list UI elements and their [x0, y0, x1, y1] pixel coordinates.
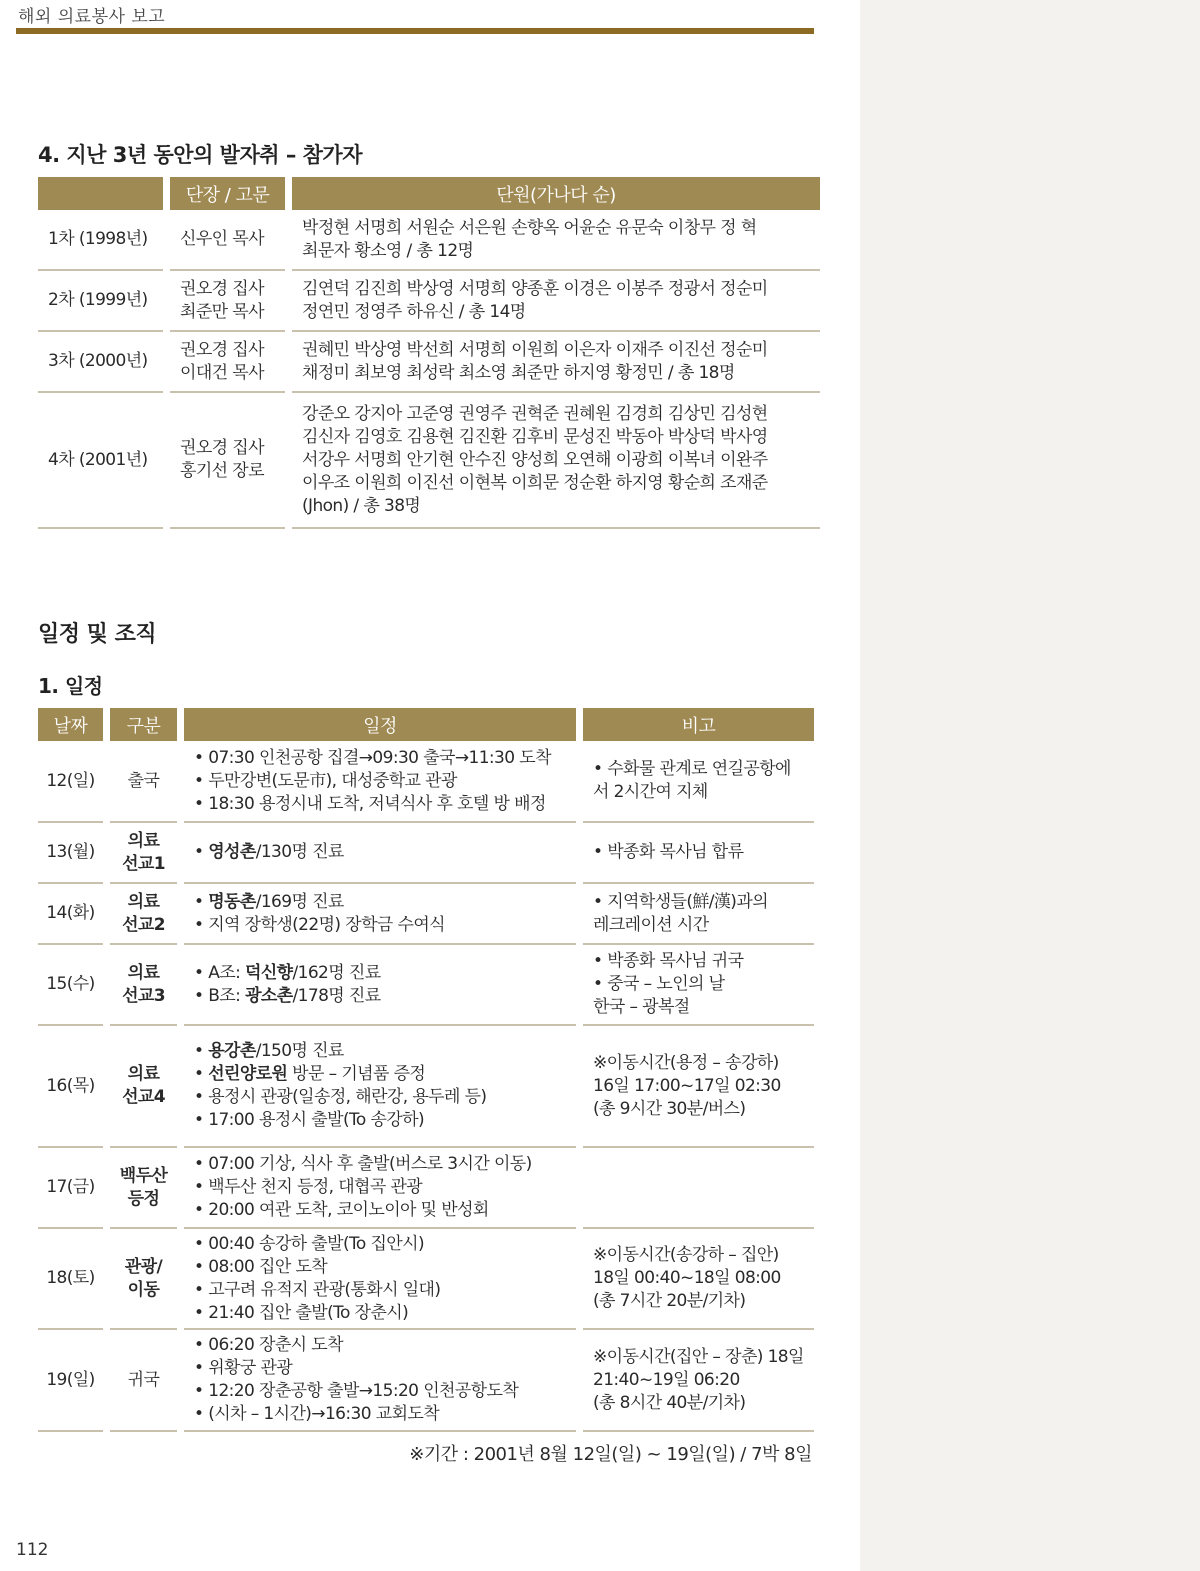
- schedule-item: [194, 1380, 576, 1403]
- leaders-cell: [170, 393, 285, 529]
- note-text: • 박종화 목사님 귀국 • 중국 – 노인의 날 한국 – 광복절: [593, 951, 744, 1017]
- schedule-table: [31, 708, 821, 1432]
- date-cell: 18(토): [38, 1229, 103, 1330]
- item-prefix: B조:: [208, 985, 246, 1006]
- schedule-items: [194, 962, 576, 1008]
- schedule-item: [194, 1153, 576, 1176]
- schedule-item: [194, 985, 576, 1008]
- note-text: • 수화물 관계로 연길공항에 서 2시간여 지체: [593, 759, 791, 802]
- item-place: 명동촌: [208, 891, 256, 912]
- leader-name: 홍기선 장로: [180, 461, 264, 481]
- type-cell: [110, 1026, 177, 1148]
- type-label: 의료: [127, 830, 160, 851]
- schedule-item: [194, 1199, 576, 1222]
- note-cell: [583, 1026, 814, 1148]
- leader-name: 권오경 집사: [180, 339, 264, 360]
- date-cell: 13(월): [38, 823, 103, 884]
- item-text: /169명 진료: [255, 891, 344, 912]
- note-text: • 지역학생들(鮮/漢)과의 레크레이션 시간: [593, 891, 768, 935]
- type-label: 이동: [127, 1279, 160, 1300]
- note-text: ※이동시간(용정 – 송강하) 16일 17:00~17일 02:30 (총 9시간 30분/버스): [593, 1052, 781, 1119]
- date-cell: 16(목): [38, 1026, 103, 1148]
- schedule-item: [194, 1086, 576, 1109]
- participants-col-round: [38, 177, 163, 210]
- type-cell: [110, 1148, 177, 1229]
- item-text: 06:20 장춘시 도착: [208, 1335, 343, 1355]
- date-cell: 14(화): [38, 884, 103, 945]
- round-cell: 2차 (1999년): [38, 271, 163, 332]
- item-place: 광소촌: [245, 985, 293, 1006]
- members-line: 박정현 서명희 서원순 서은원 손향옥 어윤순 유문숙 이창무 정 혁: [302, 217, 757, 238]
- members-cell: [292, 210, 820, 271]
- note-cell: [583, 823, 814, 884]
- type-label: 출국: [127, 770, 160, 791]
- item-text: 용정시 관광(일송정, 해란강, 용두레 등): [208, 1087, 487, 1107]
- members-line: 김신자 김영호 김용현 김진환 김후비 문성진 박동아 박상덕 박사영: [302, 426, 768, 447]
- schedule-item: [194, 891, 576, 914]
- schedule-items: [194, 1334, 576, 1426]
- table-row: [38, 1026, 814, 1148]
- item-text: 17:00 용정시 출발(To 송강하): [208, 1110, 424, 1130]
- items-cell: [184, 945, 576, 1026]
- table-row: [38, 332, 820, 393]
- members-line: 권혜민 박상영 박선희 서명희 이원희 이은자 이재주 이진선 정순미: [302, 339, 768, 360]
- item-text: 고구려 유적지 관광(통화시 일대): [208, 1279, 441, 1300]
- items-cell: [184, 823, 576, 884]
- type-label: 귀국: [127, 1369, 160, 1390]
- schedule-items: [194, 1040, 576, 1132]
- schedule-item: [194, 1109, 576, 1132]
- schedule-item: [194, 1256, 576, 1279]
- item-text: /178명 진료: [292, 985, 381, 1006]
- participants-col-members: 단원(가나다 순): [292, 177, 820, 210]
- type-label: 의료: [127, 891, 160, 912]
- members-cell: [292, 332, 820, 393]
- note-text: ※이동시간(송강하 – 집안) 18일 00:40~18일 08:00 (총 7시간 20분/기차): [593, 1245, 781, 1311]
- type-cell: [110, 741, 177, 823]
- schedule-item: [194, 1302, 576, 1325]
- date-cell: 15(수): [38, 945, 103, 1026]
- item-place: 덕신향: [245, 962, 293, 983]
- items-cell: [184, 1229, 576, 1330]
- schedule-item: [194, 1279, 576, 1302]
- item-text: 07:00 기상, 식사 후 출발(버스로 3시간 이동): [208, 1154, 532, 1174]
- type-cell: [110, 823, 177, 884]
- leader-name: 신우인 목사: [180, 229, 264, 249]
- items-cell: [184, 1330, 576, 1432]
- schedule-item: [194, 841, 576, 864]
- items-cell: [184, 1148, 576, 1229]
- members-line: 이우조 이원희 이진선 이현복 이희문 정순환 하지영 황순희 조재준: [302, 472, 768, 493]
- leaders-cell: [170, 210, 285, 271]
- note-text: • 박종화 목사님 합류: [593, 842, 744, 862]
- items-cell: [184, 741, 576, 823]
- item-text: 08:00 집안 도착: [208, 1256, 328, 1277]
- members-cell: [292, 271, 820, 332]
- type-cell: [110, 1229, 177, 1330]
- type-label: 선교3: [122, 985, 165, 1006]
- schedule-item: [194, 1357, 576, 1380]
- schedule-item: [194, 1176, 576, 1199]
- type-cell: [110, 1330, 177, 1432]
- members-cell: [292, 393, 820, 529]
- type-label: 백두산: [119, 1165, 168, 1186]
- item-text: 지역 장학생(22명) 장학금 수여식: [208, 914, 446, 935]
- items-cell: [184, 884, 576, 945]
- type-label: 의료: [127, 1064, 160, 1084]
- item-text: 백두산 천지 등정, 대협곡 관광: [208, 1177, 423, 1197]
- type-cell: [110, 945, 177, 1026]
- leader-name: 최준만 목사: [180, 301, 264, 322]
- participants-title: 4. 지난 3년 동안의 발자취 – 참가자: [38, 143, 362, 167]
- item-text: 12:20 장춘공항 출발→15:20 인천공항도착: [208, 1381, 519, 1401]
- table-row: [38, 1148, 814, 1229]
- note-cell: [583, 741, 814, 823]
- table-row: [38, 741, 814, 823]
- schedule-items: [194, 841, 576, 864]
- schedule-item: [194, 1233, 576, 1256]
- participants-table: [31, 177, 827, 529]
- schedule-item: [194, 1403, 576, 1426]
- schedule-item: [194, 793, 576, 816]
- note-text: ※이동시간(집안 – 장춘) 18일 21:40~19일 06:20 (총 8시간 40분/기차): [593, 1346, 804, 1413]
- item-text: 방문 – 기념품 증정: [287, 1064, 426, 1084]
- items-cell: [184, 1026, 576, 1148]
- type-label: 선교2: [122, 914, 165, 935]
- table-row: [38, 1229, 814, 1330]
- table-row: [38, 210, 820, 271]
- note-cell: [583, 884, 814, 945]
- type-label: 선교4: [122, 1087, 165, 1107]
- schedule-item: [194, 770, 576, 793]
- members-line: 강준오 강지아 고준영 권영주 권혁준 권혜원 김경희 김상민 김성현: [302, 403, 768, 424]
- header-rule: [16, 28, 814, 34]
- item-place: 영성촌: [208, 842, 256, 862]
- schedule-items: [194, 1153, 576, 1222]
- leader-name: 이대건 목사: [180, 362, 264, 383]
- item-text: /162명 진료: [292, 962, 381, 983]
- table-row: [38, 823, 814, 884]
- members-line: 김연덕 김진희 박상영 서명희 양종훈 이경은 이봉주 정광서 정순미: [302, 278, 768, 299]
- members-line: 최문자 황소영 / 총 12명: [302, 240, 474, 261]
- schedule-period-note: ※기간 : 2001년 8월 12일(일) ~ 19일(일) / 7박 8일: [409, 1444, 812, 1465]
- schedule-col-items: 일정: [184, 708, 576, 741]
- item-text: /150명 진료: [255, 1041, 344, 1061]
- table-row: [38, 1330, 814, 1432]
- item-text: 20:00 여관 도착, 코이노이아 및 반성회: [208, 1200, 489, 1220]
- table-row: [38, 945, 814, 1026]
- note-cell: [583, 945, 814, 1026]
- round-cell: 1차 (1998년): [38, 210, 163, 271]
- item-text: /130명 진료: [255, 842, 344, 862]
- schedule-col-type: 구분: [110, 708, 177, 741]
- type-label: 관광/: [124, 1256, 163, 1277]
- note-cell: [583, 1229, 814, 1330]
- note-cell: [583, 1330, 814, 1432]
- type-label: 의료: [127, 962, 160, 983]
- item-text: (시차 – 1시간)→16:30 교회도착: [208, 1404, 440, 1424]
- leaders-cell: [170, 332, 285, 393]
- note-cell: [583, 1148, 814, 1229]
- schedule-col-date: 날짜: [38, 708, 103, 741]
- leader-name: 권오경 집사: [180, 438, 264, 458]
- schedule-item: [194, 1334, 576, 1357]
- item-text: 두만강변(도문市), 대성중학교 관광: [208, 770, 457, 791]
- date-cell: 12(일): [38, 741, 103, 823]
- members-line: (Jhon) / 총 38명: [302, 495, 421, 516]
- leaders-cell: [170, 271, 285, 332]
- side-panel: [860, 0, 1200, 1571]
- schedule-col-note: 비고: [583, 708, 814, 741]
- type-label: 등정: [127, 1188, 160, 1209]
- table-row: [38, 884, 814, 945]
- schedule-item: [194, 914, 576, 937]
- schedule-items: [194, 891, 576, 937]
- members-line: 서강우 서명희 안기현 안수진 양성희 오연해 이광희 이복녀 이완주: [302, 449, 768, 470]
- running-header: 해외 의료봉사 보고: [18, 7, 166, 27]
- participants-col-leaders: 단장 / 고문: [170, 177, 285, 210]
- leader-name: 권오경 집사: [180, 278, 264, 299]
- page-number: 112: [16, 1540, 49, 1560]
- item-text: 07:30 인천공항 집결→09:30 출국→11:30 도착: [208, 747, 551, 768]
- members-line: 정연민 정영주 하유신 / 총 14명: [302, 301, 526, 322]
- schedule-items: [194, 1233, 576, 1325]
- item-prefix: A조:: [208, 962, 246, 983]
- date-cell: 17(금): [38, 1148, 103, 1229]
- item-place: 용강촌: [208, 1041, 256, 1061]
- item-text: 18:30 용정시내 도착, 저녁식사 후 호텔 방 배정: [208, 793, 546, 814]
- round-cell: 3차 (2000년): [38, 332, 163, 393]
- type-label: 선교1: [122, 853, 165, 874]
- schedule-section-title: 일정 및 조직: [38, 622, 157, 647]
- round-cell: 4차 (2001년): [38, 393, 163, 529]
- schedule-item: [194, 1063, 576, 1086]
- type-cell: [110, 884, 177, 945]
- schedule-items: [194, 747, 576, 816]
- date-cell: 19(일): [38, 1330, 103, 1432]
- item-text: 위황궁 관광: [208, 1358, 293, 1378]
- item-text: 00:40 송강하 출발(To 집안시): [208, 1233, 424, 1254]
- schedule-item: [194, 747, 576, 770]
- item-place: 선린양로원: [208, 1064, 288, 1084]
- schedule-title: 1. 일정: [38, 674, 103, 698]
- schedule-item: [194, 1040, 576, 1063]
- schedule-item: [194, 962, 576, 985]
- table-row: [38, 271, 820, 332]
- item-text: 21:40 집안 출발(To 장춘시): [208, 1302, 409, 1323]
- members-line: 채정미 최보영 최성락 최소영 최준만 하지영 황정민 / 총 18명: [302, 362, 735, 383]
- table-row: [38, 393, 820, 529]
